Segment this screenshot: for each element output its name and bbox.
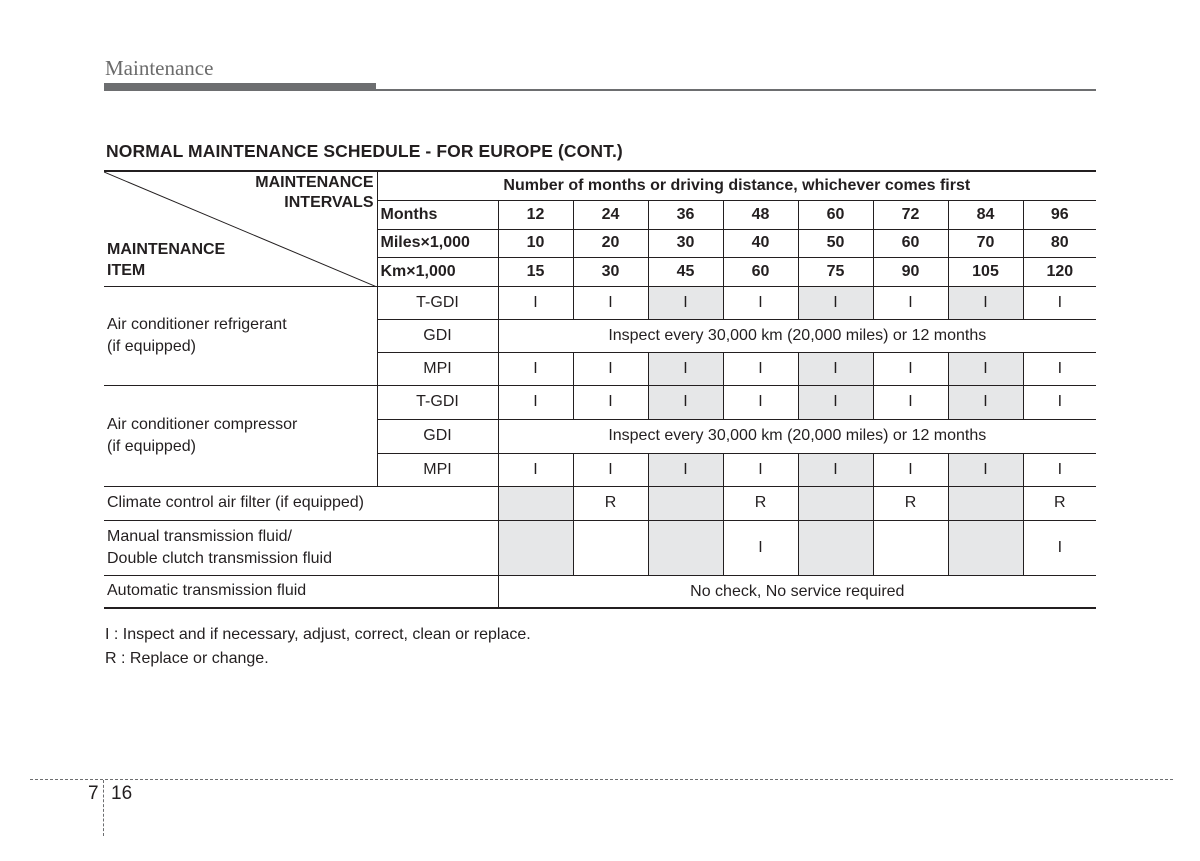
item-label-line: Manual transmission fluid/ [107, 527, 292, 545]
schedule-note: Inspect every 30,000 km (20,000 miles) or 12 months [498, 419, 1096, 453]
item-label [104, 385, 377, 486]
schedule-cell: I [498, 352, 573, 385]
table-row [104, 575, 1096, 608]
schedule-cell: I [948, 286, 1023, 319]
schedule-cell [948, 520, 1023, 575]
schedule-cell: I [498, 385, 573, 419]
engine-type: T-GDI [377, 286, 498, 319]
interval-value: 36 [648, 200, 723, 229]
page-number: 16 [111, 783, 133, 804]
interval-value: 40 [723, 229, 798, 257]
schedule-cell: I [723, 352, 798, 385]
interval-value: 72 [873, 200, 948, 229]
schedule-cell: R [723, 486, 798, 520]
schedule-cell: I [873, 453, 948, 486]
interval-value: 45 [648, 257, 723, 286]
item-label [104, 286, 377, 385]
schedule-cell [798, 520, 873, 575]
schedule-cell: I [573, 286, 648, 319]
maintenance-schedule-table [104, 170, 1096, 609]
interval-value: 80 [1023, 229, 1096, 257]
item-label-line: (if equipped) [107, 337, 196, 355]
unit-label: Km×1,000 [377, 257, 498, 286]
schedule-cell: I [798, 286, 873, 319]
schedule-cell: I [648, 385, 723, 419]
unit-label: Miles×1,000 [377, 229, 498, 257]
corner-top-line-1: MAINTENANCE [255, 174, 374, 191]
interval-value: 75 [798, 257, 873, 286]
interval-value: 70 [948, 229, 1023, 257]
corner-intervals-label [255, 173, 373, 213]
item-label-line: Air conditioner compressor [107, 415, 298, 433]
interval-value: 60 [723, 257, 798, 286]
schedule-cell: I [1023, 520, 1096, 575]
table-row [104, 486, 1096, 520]
header-corner-cell [104, 171, 377, 286]
schedule-cell [798, 486, 873, 520]
interval-value: 90 [873, 257, 948, 286]
table-row [104, 286, 1096, 319]
schedule-cell: I [948, 385, 1023, 419]
schedule-cell: I [723, 453, 798, 486]
interval-value: 120 [1023, 257, 1096, 286]
interval-value: 30 [648, 229, 723, 257]
item-label: Automatic transmission fluid [104, 575, 498, 608]
schedule-cell: R [573, 486, 648, 520]
schedule-cell: I [798, 352, 873, 385]
footer-rule [30, 779, 1173, 780]
chapter-number: 7 [88, 783, 99, 804]
schedule-cell: R [873, 486, 948, 520]
interval-value: 105 [948, 257, 1023, 286]
section-title: Maintenance [105, 56, 214, 80]
schedule-note: No check, No service required [498, 575, 1096, 608]
engine-type: GDI [377, 419, 498, 453]
interval-value: 60 [798, 200, 873, 229]
interval-value: 48 [723, 200, 798, 229]
schedule-cell: I [948, 352, 1023, 385]
schedule-cell: I [873, 385, 948, 419]
schedule-cell: R [1023, 486, 1096, 520]
schedule-cell: I [498, 453, 573, 486]
schedule-cell [873, 520, 948, 575]
engine-type: GDI [377, 319, 498, 352]
interval-value: 20 [573, 229, 648, 257]
schedule-cell [948, 486, 1023, 520]
item-label: Climate control air filter (if equipped) [104, 486, 498, 520]
schedule-cell: I [1023, 453, 1096, 486]
header-rule [104, 89, 1096, 91]
schedule-cell: I [723, 286, 798, 319]
schedule-cell: I [723, 385, 798, 419]
item-label-line: Double clutch transmission fluid [107, 549, 332, 567]
corner-bottom-line-1: MAINTENANCE [107, 240, 226, 258]
schedule-cell: I [648, 453, 723, 486]
schedule-cell: I [873, 352, 948, 385]
schedule-cell: I [498, 286, 573, 319]
schedule-cell: I [1023, 352, 1096, 385]
schedule-cell [498, 486, 573, 520]
table-row [104, 385, 1096, 419]
schedule-cell: I [873, 286, 948, 319]
legend-replace: R : Replace or change. [105, 650, 269, 667]
schedule-cell: I [648, 286, 723, 319]
interval-value: 24 [573, 200, 648, 229]
engine-type: T-GDI [377, 385, 498, 419]
footer-divider [103, 780, 104, 836]
schedule-cell [648, 520, 723, 575]
schedule-cell: I [798, 385, 873, 419]
interval-value: 50 [798, 229, 873, 257]
legend-inspect: I : Inspect and if necessary, adjust, correct, clean or replace. [105, 626, 531, 643]
schedule-cell: I [573, 453, 648, 486]
item-label-line: (if equipped) [107, 437, 196, 455]
schedule-cell: I [723, 520, 798, 575]
corner-item-label [107, 240, 225, 282]
schedule-note: Inspect every 30,000 km (20,000 miles) or 12 months [498, 319, 1096, 352]
schedule-cell: I [1023, 385, 1096, 419]
schedule-cell [648, 486, 723, 520]
schedule-cell: I [573, 385, 648, 419]
header-row-caption [104, 171, 1096, 200]
unit-label: Months [377, 200, 498, 229]
interval-value: 84 [948, 200, 1023, 229]
schedule-cell: I [948, 453, 1023, 486]
table-row [104, 520, 1096, 575]
interval-value: 60 [873, 229, 948, 257]
table-title: NORMAL MAINTENANCE SCHEDULE - FOR EUROPE (CONT.) [106, 141, 623, 161]
schedule-cell: I [1023, 286, 1096, 319]
engine-type: MPI [377, 453, 498, 486]
item-label [104, 520, 498, 575]
schedule-cell: I [648, 352, 723, 385]
interval-value: 96 [1023, 200, 1096, 229]
corner-top-line-2: INTERVALS [284, 194, 374, 211]
schedule-cell [573, 520, 648, 575]
interval-value: 12 [498, 200, 573, 229]
interval-caption: Number of months or driving distance, whichever comes first [377, 171, 1096, 200]
item-label-line: Air conditioner refrigerant [107, 315, 287, 333]
interval-value: 15 [498, 257, 573, 286]
interval-value: 10 [498, 229, 573, 257]
engine-type: MPI [377, 352, 498, 385]
schedule-cell: I [798, 453, 873, 486]
schedule-cell [498, 520, 573, 575]
schedule-cell: I [573, 352, 648, 385]
interval-value: 30 [573, 257, 648, 286]
corner-bottom-line-2: ITEM [107, 261, 146, 279]
